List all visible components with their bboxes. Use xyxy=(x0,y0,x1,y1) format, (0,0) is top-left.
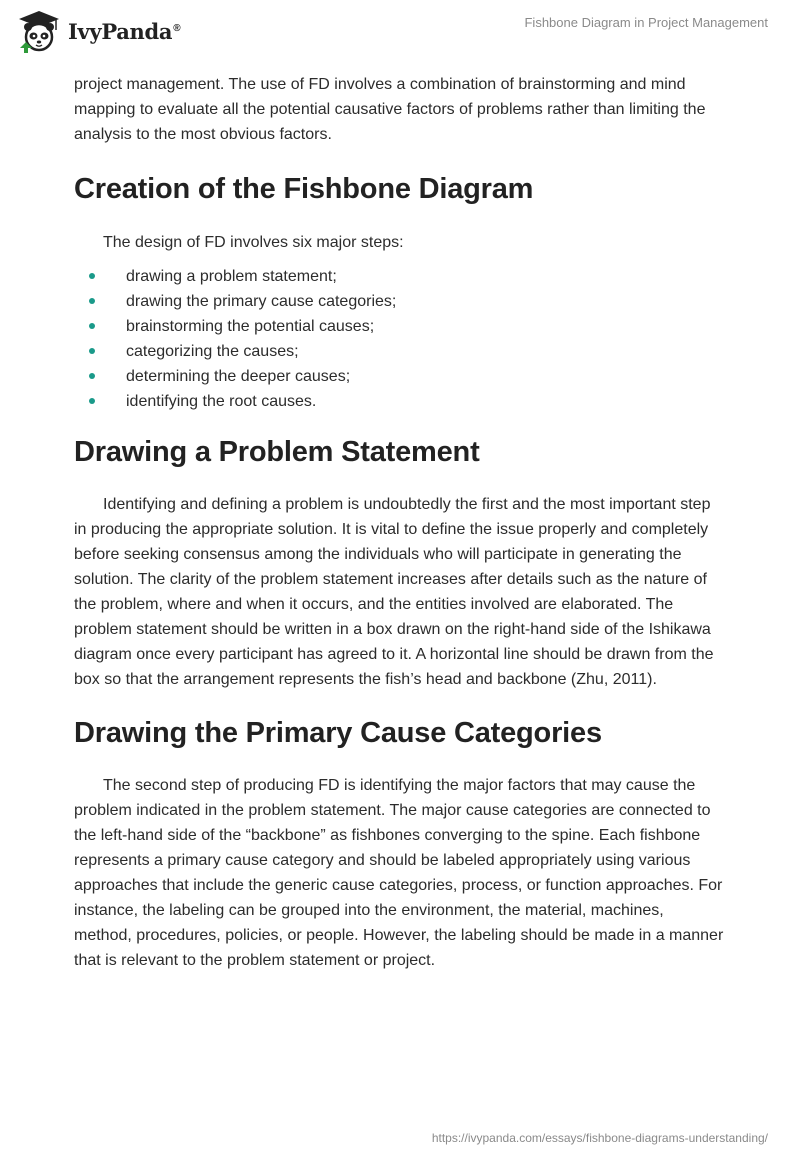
list-item: categorizing the causes; xyxy=(74,339,724,364)
list-item: drawing a problem statement; xyxy=(74,264,724,289)
steps-lead-paragraph: The design of FD involves six major steps: xyxy=(103,234,404,251)
bullet-icon xyxy=(89,273,95,279)
list-item: determining the deeper causes; xyxy=(74,364,724,389)
list-item: brainstorming the potential causes; xyxy=(74,314,724,339)
list-item: identifying the root causes. xyxy=(74,389,724,414)
steps-list xyxy=(74,264,724,414)
section-heading-problem-statement: Drawing a Problem Statement xyxy=(74,436,480,468)
section-heading-creation: Creation of the Fishbone Diagram xyxy=(74,173,534,205)
document-title: Fishbone Diagram in Project Management xyxy=(524,15,768,30)
bullet-icon xyxy=(89,323,95,329)
list-item: drawing the primary cause categories; xyxy=(74,289,724,314)
brand-name: IvyPanda® xyxy=(68,18,181,44)
bullet-icon xyxy=(89,373,95,379)
panda-graduate-icon xyxy=(16,8,62,54)
problem-statement-paragraph: Identifying and defining a problem is undoubtedly the first and the most important step in producing the appropriate solution. It is vital to define the issue properly and completely before seeking consensus among the individuals who will participate in generating the solution. The clarity of the problem statement increases after details such as the nature of the problem, where and when it occurs, and the entities involved are elaborated. The problem statement should be written in a box drawn on the right-hand side of the Ishikawa diagram once every participant has agreed to it. A horizontal line should be drawn from the box so that the arrangement represents the fish’s head and backbone (Zhu, 2011). xyxy=(74,496,714,688)
intro-paragraph: project management. The use of FD involves a combination of brainstorming and mind mapping to evaluate all the potential causative factors of problems rather than limiting the analysis to the most obvious factors. xyxy=(74,76,706,143)
bullet-icon xyxy=(89,398,95,404)
section-heading-cause-categories: Drawing the Primary Cause Categories xyxy=(74,717,602,749)
cause-categories-paragraph: The second step of producing FD is identifying the major factors that may cause the problem indicated in the problem statement. The major cause categories are connected to the left-hand side of the “backbone” as fishbones converging to the spine. Each fishbone represents a primary cause category and should be labeled appropriately using various approaches that include the generic cause categories, process, or function approaches. For instance, the labeling can be grouped into the environment, the material, machines, method, procedures, policies, or people. However, the labeling should be made in a manner that is relevant to the problem statement or project. xyxy=(74,777,724,969)
source-url[interactable]: https://ivypanda.com/essays/fishbone-diagrams-understanding/ xyxy=(431,1131,768,1145)
bullet-icon xyxy=(89,298,95,304)
bullet-icon xyxy=(89,348,95,354)
logo[interactable] xyxy=(16,8,180,54)
essay-content xyxy=(74,72,724,973)
page-header xyxy=(0,0,800,70)
